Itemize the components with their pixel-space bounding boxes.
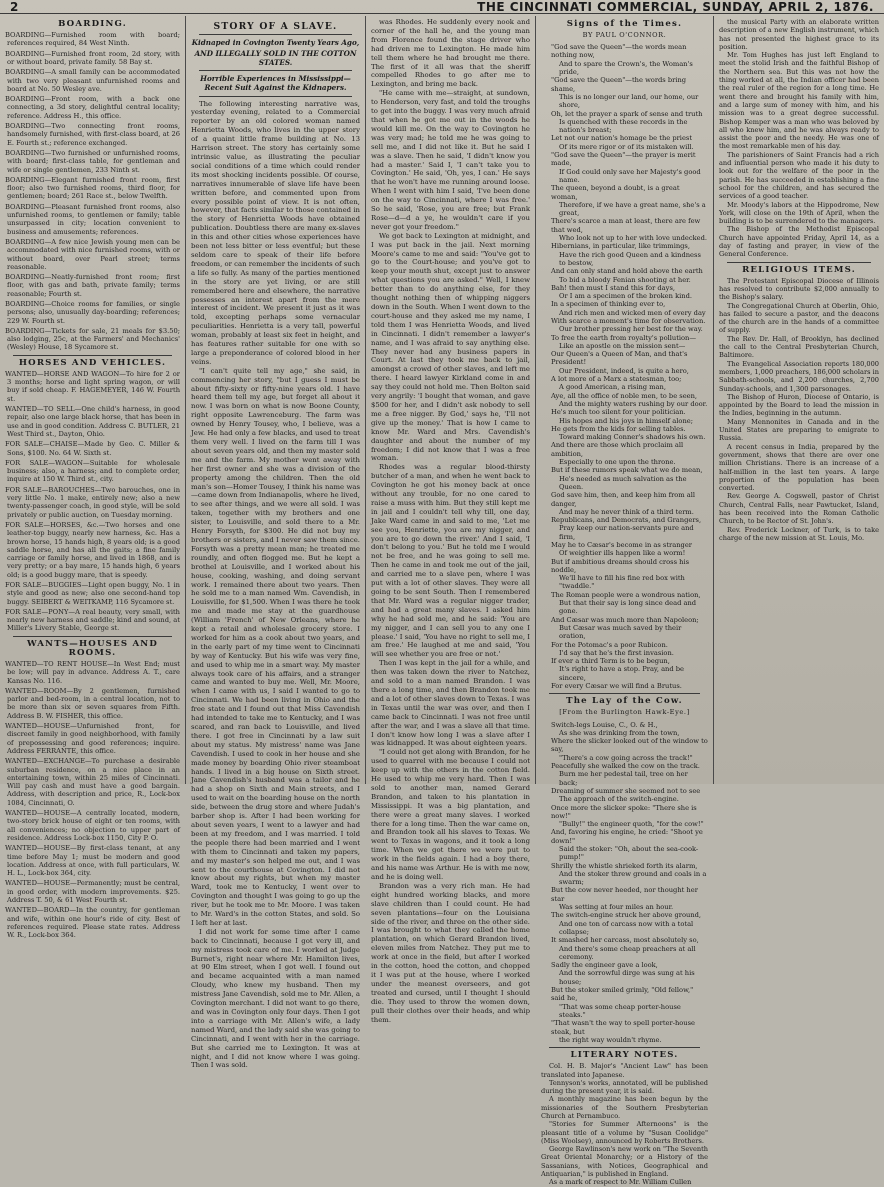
verse-line: If God could only save her Majesty's good name.	[559, 167, 701, 184]
verse-line: Shrilly the whistle shrieked forth its alarm,	[551, 861, 698, 870]
literary-note: "Stories for Summer Afternoons" is the pleasant title of a volume by "Susan Coolidge" (Miss Woolsey), announced by Roberts Brothers.	[541, 1120, 708, 1145]
literary-note: Tennyson's works, annotated, will be published during the present year, it is said.	[541, 1078, 708, 1096]
verse-line: Oh, let the prayer a spark of sense and truth	[551, 109, 703, 118]
verse-line: I'd say that he's the first invasion.	[559, 648, 674, 657]
classified-ad: WANTED—HOUSE—A centrally located, modern, two-story brick house of eight or ten rooms, with all conveniences; no objection to upper part of residence. Address Lock-box 1150, City P. O.	[5, 809, 180, 842]
story-subhead-2: AND ILLEGALLY SOLD IN THE COTTON STATES.	[194, 49, 357, 68]
classified-ad: WANTED—HOUSE—By first-class tenant, at any time before May 1; must be modern and good location. Address at once, with full particulars, W. H. L., Lock-box 364, city.	[5, 844, 180, 878]
verse-line: "There's a cow going across the track!"	[559, 753, 693, 762]
classified-ad: BOARDING—Choice rooms for families, or single persons; also, unusually day-boarding; references; 229 W. Fourth st.	[5, 300, 180, 325]
verse-line: Toward making Conner's shadows his own.	[559, 433, 706, 442]
classified-ad: BOARDING—Front room, with a back one connecting, a 3d story, delightful central locality; reference. Address H., this office.	[5, 95, 180, 120]
religious-item: The Evangelical Association reports 180,000 members, 1,000 preachers, 186,000 scholars in Sabbath-schools, and 2,200 churches, 2,700 Sunday-schools, and 1,300 parsonages.	[719, 359, 879, 393]
verse-line: "That wasn't the way to spell porter-house steak, but	[551, 1019, 695, 1036]
story-paragraph: Brandon was a very rich man. He had eight hundred working blacks, and more slave children than I could count. He had seven plantations—four on the Louisiana side of the river, and three on the other side. I was brought to what they called the home plantation, on which Gerard Brandon lived, eleven miles from Natchez. They put me to work at once in the field, but after I worked in the cotton, hoed the cotton, and chopped it I was put at the house, where I worked under the meanest overseers, and got treated and cursed, until I thought I should die. They used to throw the women down, pull their clothes over their heads, and whip them.	[371, 881, 530, 1024]
verse-line: Of its mere rigor or of its mistaken will.	[559, 142, 694, 151]
verse-line: With scarce a moment's time for observation.	[551, 316, 706, 325]
religious-item: Rev. Frederick Lockner, of Turk, is to take charge of the new mission at St. Louis, Mo.	[719, 525, 879, 542]
verse-line: Once more the slicker spoke: "There she is now!"	[551, 803, 697, 820]
religious-item: The Congregational Church at Oberlin, Ohio, has failed to secure a pastor, and the deacons of the church are in the hands of a committee of supply.	[719, 301, 879, 335]
literary-note: Col. H. B. Major's "Ancient Law" has been translated into Japanese.	[541, 1062, 708, 1079]
boarding-header: BOARDING.	[58, 19, 127, 29]
verse-line: But the stoker smiled grimly, "Old fellow," said he,	[551, 986, 694, 1003]
classified-ad: BOARDING—A few nice Jewish young men can be accommodated with nice furnished rooms, with or without board, over Pearl street; terms reasonable.	[5, 237, 180, 271]
verse-line: He gets from the kids for selling tables.	[551, 424, 686, 433]
verse-line: For the Potomac's a poor Rubicon.	[551, 640, 668, 649]
verse-line: Switch-legs Louise, C., O. & H.,	[551, 720, 658, 729]
verse-line: It's right to have a stop. Pray, and be sincere,	[559, 665, 685, 682]
verse-line: Is quenched with these records in the nation's breast;	[559, 117, 688, 135]
verse-line: And the sorrowful dirge was sung at his house;	[559, 969, 695, 986]
religious-item: A recent census in India, prepared by the government, shows that there are over one million Christians. There is an increase of a half-million in the last ten years. A large proportion of the population has been converted.	[719, 442, 879, 493]
classified-ad: BOARDING—Elegant furnished front room, first floor; also two furnished rooms, third floor, for gentlemen; board; 261 Race st., below Twelfth.	[5, 175, 180, 201]
verse-line: A lot more of a Marx a statesman, too;	[551, 375, 682, 384]
verse-line: Burn me her pedestal tail, tree on her back;	[559, 770, 688, 787]
divider	[199, 96, 352, 97]
verse-line: And there's some cheap preachers at all ceremony.	[559, 944, 696, 961]
verse-line: Said the stoker: "Oh, about the sea-cook-pump!"	[559, 844, 699, 862]
religious-item: Rev. George A. Cogswell, pastor of Christ Church, Central Falls, near Pawtucket, Island, has been received into the Roman Catholic Church, to be Rector of St. John's.	[719, 492, 879, 526]
literary-note: George Rawlinson's new work on "The Seventh Great Oriental Monarchy; or a History of the Sassanians, with Notices, Geographical and Antiquarian," is published in England.	[541, 1145, 708, 1179]
verse-line: This is no longer our land, our home, our shore,	[559, 92, 699, 110]
verse-line: Republicans, and Democrats, and Grangers,	[551, 516, 702, 525]
column-story-of-a-slave	[186, 16, 366, 1070]
verse-line: Who look not up to her with love undecked.	[559, 234, 708, 243]
classified-ad: FOR SALE—PONY—A real beauty, very small, with nearly new harness and saddle; kind and sound, at Miller's Livery Stable, George st.	[5, 607, 180, 633]
classified-ad: FOR SALE—BAROUCHES—Two barouches, one in very little No. 1 make, entirely new; also a new twenty-passenger coach, in good style, will be sold privately or public auction, on Tuesday morning.	[5, 485, 180, 519]
wants-ads	[5, 660, 180, 940]
verse-line: As she was drinking from the town,	[559, 728, 680, 737]
divider	[13, 355, 172, 356]
religious-item: Many Mennonites in Canada and in the United States are preparing to emigrate to Russia.	[719, 417, 879, 443]
verse-line: Let not our nation's homage be the priest	[551, 134, 693, 143]
verse-line: Sadly the engineer gave a look,	[551, 961, 658, 970]
verse-line: The switch-engine struck her above ground,	[551, 911, 702, 920]
verse-line: Especially to one upon the throne.	[559, 458, 676, 467]
classified-ad: WANTED—EXCHANGE—To purchase a desirable suburban residence, on a nice place in an entertaining town, within 25 miles of Cincinnati. Will pay cash and must have a good bargain. Address, with description and price, R., Lock-box 1084, Cincinnati, O.	[5, 757, 180, 807]
verse-line: Dreaming of summer she seemed not to see	[551, 786, 701, 795]
verse-line: "Bully!" the engineer quoth, "for the cow!"	[559, 820, 704, 829]
story-paragraph: The following interesting narrative was, yesterday evening, related to a Commercial reporter by an old colored woman named Henrietta Woods, who lives in the upper story of a quaint little frame building at No. 13 Harrison street. The story has certainly some intrinsic value, as illustrating the peculiar social conditions of a time which could render its most shocking incidents possible. Of course, narratives innumerable of slave life have been written before, and commented upon from every possible point of view. It is not often, however, that facts similar to those contained in the story of Henrietta Woods have obtained publication. Doubtless there are many ex-slaves in this and other cities whose experiences have been not less bitter or less eventful; but these seldom care to speak of their life before freedom, or can remember the incidents of such a life so fully. As many of the parties mentioned in the story are yet living, or are still remembered here and elsewhere, the narrative possesses an interest apart from the mere interest of incident. We present it just as it was told, excepting perhaps some vernacular peculiarities. Henrietta is a very tall, powerful woman, probably at least six feet in height, and has features rather suitable for one with so large a preponderance of colored blood in her veins.	[191, 99, 360, 366]
verse-line: And, favoring his engine, he cried: "Shoot ye down!"	[551, 828, 703, 845]
page-number: 2	[10, 0, 19, 14]
boarding-ads	[5, 31, 180, 352]
verse-line: Where the slicker looked out of the window to say,	[551, 737, 708, 754]
literary-notes	[541, 1062, 708, 1186]
masthead	[0, 0, 884, 14]
classified-ad: FOR SALE—WAGON—Suitable for wholesale business; also, a harness; and to complete order, inquire at 150 W. Third st., city.	[5, 458, 180, 484]
story-paragraph: "I can't quite tell my age," she said, in commencing her story, "but I guess I must be about fifty-sixty or fifty-nine years old. I have heard them tell my age, but forget all about it now. I was born on what is now Boone County, right opposite Lawrenceburg. The farm was owned by Henry Tousey, who, I believe, was a Jew. He had only a few blacks, and used to treat them very well. I lived on the farm till I was about seven years old, and then my master sold me and the farm. My mother went away with her first owner and she was a division of the property among the children. Then the old man's son—Homer Tousey, I think his name was—came down from Indianapolis, where he lived, to see after things, and we were all sold. I was taken, together with my brothers and one sister, to Louisville, and sold there to a Mr. Henry Forsyth, for $300. He did not buy my brothers or sisters, and I never saw them since. Forsyth was a pretty mean man; he treated me roundly, and often flogged me. But he kept a brothel at Louisville, and I worked about his house, cooking, washing, and doing servant work. I remained there about two years. Then he sold me to a man named Wm. Cavendish, in Louisville, for $1,500. When I was there he took me and made me stay at the guardhouse (William 'French' of New Orleans, where he kept a retail and wholesale grocery store. I worked for him as a cook about two years, and in the early part of my time went to Cincinnati by way of Kentucky. But his wife was very fine, and used to whip me in a smart way. My master always took care of his affairs, and a stranger came and wanted to buy me. Well, Mr. Moore, when I came with us, I said I wanted to go to Cincinnati. We had been living in Ohio and the free state and I found out that Miss Cavendish had intended to take me to Kentucky, and I was scared, and ran back to Louisville, and lived there. I got free in Cincinnati by a law suit about my status. My mistress' name was Jane Cavendish. I used to cook in her house and she made money by boarding Ohio river steamboat hands. I lived in a big house on Sixth street. Jane Cavendish's husband was a tailor and he had a shop on Sixth and Main streets, and I used to wait on the boarding house on the north side, between the drug store and where Judah's barber shop is. After I had been working for about seven years, I went to a lawyer and had been at my freedom, and I was married. I told the people there had been married and I went with them to Cincinnati and taken my papers, and my master's son helped me out, and I was sent to the courthouse at Covington. I did not know about my rights, but when my master Ward, took me to Kentucky, I went over to Covington and thought I was going to go up the river, but he took me to Mr. Moore. I was taken to Mr. Ward's in the cotton States, and sold. So I left her at last.	[191, 366, 360, 927]
divider	[13, 636, 172, 637]
news-paragraph: Mr. Tom Hughes has just left England to meet the stolid Irish and the faithful Bishop of the Northern sea. But this was not how the thing worked at all, the Indian officer had been the real ruler of the region for a long time. He went there and brought his family with him, and a large sum of money with him, and his mission was to a great degree successful. Bishop Kemper was a man who was beloved by all who knew him, and he was always ready to assist the poor and the needy. He was one of the most remarkable men of his day.	[719, 51, 879, 151]
news-paragraph: the musical Party with an elaborate written description of a new English instrument, which has not presented the highest grace to its position.	[719, 18, 879, 51]
verse-line: The approach of the switch-engine.	[559, 795, 679, 804]
verse-line: To bid a bloody Fenian shooting at her.	[559, 275, 691, 284]
religious-items	[719, 277, 879, 543]
verse-line: Therefore, if we have a great name, she's a great,	[559, 200, 706, 218]
verse-line: But if ambitious dreams should cross his noddle,	[551, 557, 690, 574]
story-paragraph: We got back to Lexington at midnight, and I was put back in the jail. Next morning Moore's came to me and said: "You've got to go to the Court-house; and you've got to keep your mouth shut, except just to answer what questions you are asked." Well, I knew better than to do anything else, for they thought nothing then of whipping niggers down in the South. When I went down to the court-house and they asked me my name, I told them I was Henrietta Woods, and lived in Cincinnati. I didn't remember a lawyer's name, and I was afraid to say anything else. They never had any business papers in Court. At last they took me back to jail, amongst a crowd of other slaves, and left me there. I heard lawyer Kirkland come in and say they could not hold me. Then Bolton said very angrily: 'I bought that woman, and gave $500 for her, and I didn't ask nobody to sell me a free nigger. By God,' says he, 'I'll not give up the money.' That is how I came to know Mr. Ward and Mrs. Cavendish's daughter and about the number of my freedom; I did not know that I was a free woman.	[371, 231, 530, 463]
verse-line: Have the rich good Queen and a kindness to bestow,	[559, 250, 701, 267]
verse-line: Peacefully she walked the cow on the track.	[551, 762, 700, 771]
classified-ad: WANTED—HOUSE—Permanently; must be central, in good order, with modern improvements. $25. Address T. 50, & 61 West Fourth st.	[5, 879, 180, 904]
verse-line: In a specimen of thinking ever to,	[551, 300, 666, 309]
classified-ad: BOARDING—Neatly-furnished front room; first floor, with gas and bath, private family; terms reasonable; Fourth st.	[5, 273, 180, 298]
story-continued-body	[371, 18, 530, 1024]
column-poems-and-notes	[536, 16, 714, 1187]
verse-line: His hopes and his joys in himself alone;	[559, 416, 693, 425]
story-subhead-3: Horrible Experiences in Mississippi—Recent Suit Against the Kidnapers.	[200, 74, 351, 93]
story-subhead-1: Kidnaped in Covington Twenty Years Ago,	[191, 38, 360, 48]
verse-line: May he to Cæsar's become in as stranger	[551, 541, 692, 549]
poem2-source: [From the Burlington Hawk-Eye.]	[559, 708, 690, 717]
verse-line: He's needed as much salvation as the Queen.	[559, 474, 687, 491]
story-paragraph: Rhodes was a regular blood-thirsty butcher of a man, and when he went back to Covington he got his money back at once without any trouble, for no one cared to raise a muss with him. But they still kept me in jail and I couldn't tell why till, one day, Jake Ward came in and said to me, 'Let me see you, Henriette, you are my nigger, and you are to go down the river.' And I said, 'I don't belong to you.' But he told me I would not be free, and he was going to sell me. Then he came in and took me out of the jail, and carried me to a slave pen, where I was put with a lot of other slaves. They were all going to be sent South. Then I remembered that Mr. Ward was a regular nigger trader, and had a great many slaves. I asked him why he had sold me, and he said: 'You are my nigger, and I can sell you to any one I please.' I said, 'You have no right to sell me, I am free.' He laughed at me and said, 'You will see whether you are free or not.'	[371, 463, 530, 659]
classified-ad: WANTED—ROOM—By 2 gentlemen, furnished parlor and bed-room, in a central location, not to be more than six or seven squares from Fifth. Address B. W. FISHER, this office.	[5, 686, 180, 720]
verse-line: "That was some cheap porter-house steaks."	[559, 1002, 681, 1019]
verse-line: And can only stand and hold above the earth	[551, 267, 703, 276]
verse-line: There's scarce a man at least, there are few that wed,	[551, 217, 701, 234]
verse-line: Our Queen's a Queen of Man, and that's President!	[551, 350, 688, 367]
column5-top-paragraphs	[719, 18, 879, 259]
poem1-title: Signs of the Times.	[566, 19, 683, 29]
religious-item: The Rev. Dr. Hall, of Brooklyn, has declined the call to the Central Presbyterian Church, Baltimore.	[719, 334, 879, 360]
verse-line: And there are those which proclaim all ambition,	[551, 441, 684, 458]
verse-line: And to spare the Crown's, the Woman's pride,	[559, 59, 693, 77]
literary-header: LITERARY NOTES.	[570, 1050, 679, 1061]
verse-line: Our brother pressing her best for the way.	[559, 325, 703, 334]
verse-line: Bah! then must I stand this for days,	[551, 283, 676, 292]
verse-line: God save him, then, and keep him from all danger,	[551, 491, 696, 508]
verse-line: The Roman people were a wondrous nation,	[551, 590, 701, 599]
verse-line: And Cæsar was much more than Napoleon;	[551, 615, 699, 624]
classified-ad: FOR SALE—BUGGIES—Light open buggy, No. 1 in style and good as new; also one second-hand top buggy. SEIBERT & WEITKAMP, 116 Sycamore st.	[5, 581, 180, 606]
classified-ad: WANTED—BOARD—In the country, for gentleman and wife, within one hour's ride of city. Best of references required. Please state rates. Address W. R., Lock-box 364.	[5, 906, 180, 940]
classified-ad: BOARDING—Tickets for sale, 21 meals for $3.50; also lodging, 25c, at the Farmers' and Mechanics' (Wesley) House, 18 Sycamore st.	[5, 326, 180, 352]
classified-ad: BOARDING—Two connecting front rooms, handsomely furnished, with first-class board, at 26 E. Fourth st.; reference exchanged.	[5, 122, 180, 147]
verse-line: But if these rumors speak what we do mean,	[551, 466, 703, 475]
religious-item: The Protestant Episcopal Diocese of Illinois has resolved to contribute $2,000 annually to the Bishop's salary.	[719, 276, 879, 302]
divider	[199, 34, 352, 35]
verse-line: But Cæsar was much saved by their oration,	[559, 623, 682, 641]
poem1-author: BY PAUL O'CONNOR.	[582, 31, 667, 40]
verse-line: the right way wouldn't rhyme.	[559, 1035, 662, 1044]
classified-ad: FOR SALE—CHAISE—Made by Geo. C. Miller & Sons, $100. No. 64 W. Sixth st.	[5, 440, 180, 457]
wants-header: WANTS—HOUSES AND ROOMS.	[26, 638, 159, 658]
verse-line: Of weightier ills happen like a worm!	[559, 549, 686, 558]
poem1-verse	[541, 43, 708, 690]
verse-line: It smashed her carcass, most absolutely so,	[551, 936, 699, 945]
story-paragraph: I did not work for some time after I came back to Cincinnati, because I got very ill, and my mistress took care of me. I worked at Judge Burnet's, right near where Mr. Hamilton lives, at 90 Elm street, when I got well. I found out and became acquainted with a man named Cloudy, who knew my husband. Then my mistress Jane Cavendish, sold me to Mr. Allen, a Covington merchant. I did not want to go there, and was in Covington only four days. Then I got into a carriage with Mr. Allen's wife, a lady named Ward, and the lady said she was going to Cincinnati, and I went with her in the carriage. But she carried me to Lexington. It was at night, and I did not know where I was going. Then I was sold.	[191, 927, 361, 1070]
verse-line: But that their say is long since dead and gone.	[559, 599, 697, 616]
column-story-continued	[366, 16, 536, 1024]
columns	[0, 16, 884, 1187]
verse-line: A good American, a rising man,	[559, 383, 666, 392]
verse-line: And may he never think of a third term.	[559, 507, 694, 516]
religious-header: RELIGIOUS ITEMS.	[742, 264, 856, 275]
literary-note: A monthly magazine has been begun by the missionaries of the Southern Presbyterian Church at Pernambuco.	[541, 1095, 708, 1120]
horses-ads	[5, 370, 180, 633]
divider	[549, 1047, 700, 1048]
verse-line: Or I am a specimen of the broken kind.	[559, 292, 692, 301]
news-paragraph: Mr. Moody's labors at the Hippodrome, New York, will close on the 19th of April, when the building is to be surrendered to the managers.	[719, 200, 879, 226]
verse-line: Hibernians, in particular, like trimmings,	[551, 242, 690, 251]
column-classified-ads	[0, 16, 186, 940]
classified-ad: BOARDING—Furnished room with board; references required, 84 West Ninth.	[5, 31, 180, 48]
horses-header: HORSES AND VEHICLES.	[18, 357, 167, 368]
religious-item: The Bishop of Huron, Diocese of Ontario, is appointed by the Board to lead the mission in the Indies, beginning in the autumn.	[719, 392, 879, 418]
verse-line: Aye, all the office of noble men, to be seen,	[551, 391, 698, 400]
verse-line: Was setting at four miles an hour.	[559, 903, 674, 912]
verse-line: "God save the Queen"—the words bring shame,	[551, 76, 687, 93]
verse-line: And one ton of carcass now with a total collapse;	[559, 919, 694, 936]
verse-line: If ever a third Term is to be begun,	[551, 657, 670, 666]
classified-ad: WANTED—TO SELL—One child's harness, in good repair, also one large black horse, that has been in use and in good condition. Address C. BUTLER, 21 West Third st., Dayton, Ohio.	[5, 405, 180, 438]
classified-ad: FOR SALE—HORSES, &c.—Two horses and one leather-top buggy, nearly new harness, &c. Has a brown horse, 15 hands high, 8 years old; is a good saddle horse, and has all the gaits; a fine family carriage or family horse, and lived in 1868, and is very pretty; or a bay mare, 15 hands high, 6 years old; is a good buggy mare, that is speedy.	[5, 520, 180, 579]
verse-line: We'll have to fill his fine red box with "twaddle."	[559, 574, 685, 591]
poem2-verse	[541, 721, 708, 1045]
classified-ad: WANTED—HORSE AND WAGON—To hire for 2 or 3 months; horse and light spring wagon, or will buy if sold cheap. F. HAGEMEYER, 146 W. Fourth st.	[5, 369, 180, 403]
divider	[199, 70, 352, 71]
verse-line: And rich men and wicked men of every day	[559, 308, 706, 317]
divider	[549, 693, 700, 694]
news-paragraph: The parishioners of Saint Francis had a rich and influential person who made it his duty to look out for the welfare of the poor in the parish. He has succeeded in establishing a fine school for the children, and has secured the services of a good teacher.	[719, 150, 879, 201]
literary-note: As a mark of respect to Mr. William Cullen	[549, 1178, 692, 1187]
classified-ad: WANTED—HOUSE—Unfurnished front, for discreet family in good neighborhood, with family of prepossessing and good references; inquire. Address FERRANTE, this office.	[5, 722, 180, 755]
news-paragraph: The Bishop of the Methodist Episcopal Church have appointed Friday, April 14, as a day of fasting and prayer, in view of the General Conference.	[719, 225, 879, 259]
verse-line: Like an apostle on the mission sent—	[559, 341, 686, 350]
column-religious-items	[714, 16, 884, 784]
story-paragraph: was Rhodes. He suddenly every nook and corner of the hall he, and the young man from Florence found the stage driver who had driven me to Lexington. He made him tell them where he had brought me there. The first of it all was that the sheriff compelled Rhodes to go after me to Lexington, and bring me back.	[371, 18, 530, 89]
story-paragraph: "I could not get along with Brandon, for he used to quarrel with me because I could not keep up with the others in the cotton field. He used to whip me very hard. Then I was sold to another man, named Gerard Brandon, and taken to his plantation in Mississippi. It was a big plantation, and there were a great many slaves. I worked there for a long time. Then the war came on, and Brandon took all his slaves to Texas. We went to Texas in wagons, and it took a long time. When we got there we were put to work in the fields again. I had a boy there, and his name was Arthur. He is with me now, and he is doing well.	[371, 748, 530, 881]
classified-ad: BOARDING—Furnished front room, 2d story, with or without board, private family. 58 Bay st.	[5, 49, 180, 66]
verse-line: "God save the Queen"—the words mean nothing now,	[551, 43, 687, 60]
poem2-title: The Lay of the Cow.	[566, 696, 683, 707]
story-headline: STORY OF A SLAVE.	[213, 21, 338, 32]
story-body	[191, 100, 360, 1071]
verse-line: He's much too silent for your politician.	[551, 408, 686, 417]
classified-ad: BOARDING—A small family can be accommodated with two very pleasant unfurnished rooms and board at No. 50 Wesley ave.	[5, 68, 180, 93]
verse-line: The queen, beyond a doubt, is a great woman,	[551, 184, 680, 201]
divider	[727, 262, 871, 263]
verse-line: Our President, indeed, is quite a hero,	[559, 366, 689, 375]
verse-line: To free the earth from royalty's pollution—	[551, 333, 697, 342]
classified-ad: BOARDING—Two furnished or unfurnished rooms, with board; first-class table, for gentleman and wife or single gentlemen, 233 Ninth st.	[5, 148, 180, 174]
classified-ad: BOARDING—Pleasant furnished front rooms, also unfurnished rooms, to gentlemen or family; table unsurpassed in city; location convenient to business and amusements; references.	[5, 202, 180, 236]
verse-line: And the mighty waters rushing by our door.	[559, 399, 708, 408]
verse-line: And the stoker threw ground and coals in a swarm;	[559, 869, 707, 887]
verse-line: For every Cæsar we will find a Brutus.	[551, 682, 682, 691]
classified-ad: WANTED—TO RENT HOUSE—In West End; must be low; will pay in advance. Address A. T., care Kansas No. 116.	[5, 659, 180, 685]
story-paragraph: "He came with me—straight, at sundown, to Henderson, very fast, and told the troughs to get into the buggy. I was very much afraid that when he got me out in the woods he would kill me. On the way to Covington he was very mad; he told me he was going to sell me, and I did not like it. But he said I was a slave. Then he said, 'I didn't know you had a master.' Said I, 'I can't take you to Covington.' He said, 'Oh, yes, I can.' He says that he won't have me running around loose. When I went with him I said, 'I've been done on the way to Cincinnati, where I was free.' So he said, 'Rose, you are free; but Frank Rose—d—d a ye, he wouldn't care if you never got your freedom."	[371, 89, 530, 231]
verse-line: "God save the Queen"—the prayer is merit made,	[551, 151, 696, 168]
verse-line: Pray keep our nation-servants pure and firm,	[559, 524, 694, 541]
story-paragraph: Then I was kept in the jail for a while, and then was taken down the river to Natchez, and sold to a man named Brandon. I was there a long time, and then Brandon took me and a lot of other slaves down to Texas. I was in Texas until the war was over, and then I came back to Cincinnati. I was not free until after the war, and I was a slave all that time. I don't know how long I was a slave after I was kidnapped. It was about eighteen years.	[371, 659, 530, 748]
masthead-title: THE CINCINNATI COMMERCIAL, SUNDAY, APRIL 2, 1876.	[477, 0, 874, 14]
verse-line: But the cow never heeded, nor thought her star	[551, 886, 698, 903]
